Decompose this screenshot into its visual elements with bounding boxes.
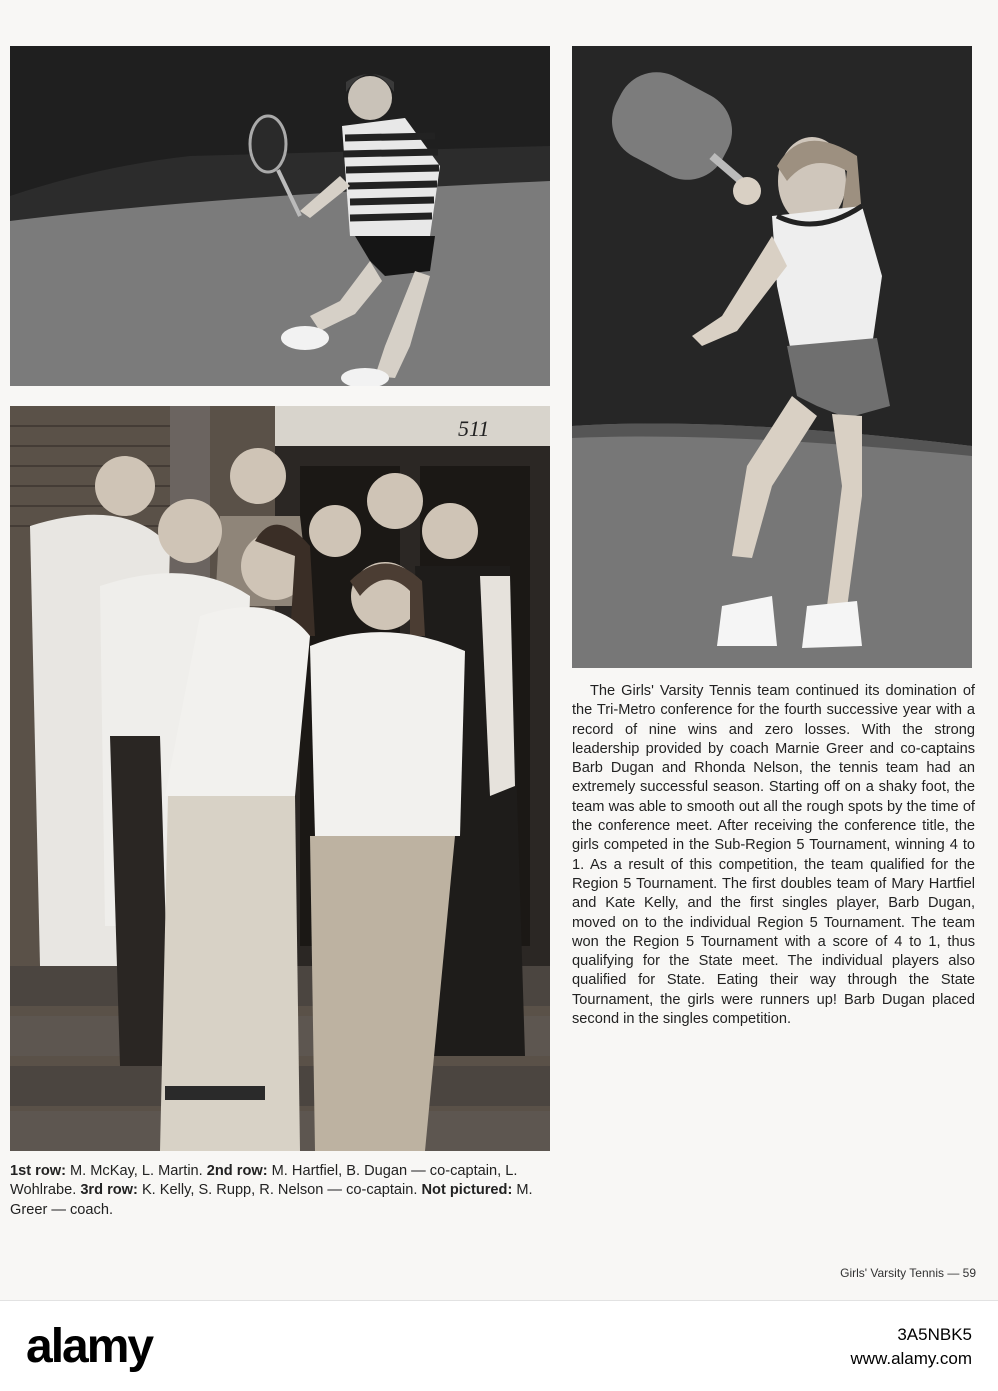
- photo-caption: [10, 1162, 555, 1220]
- watermark-url: www.alamy.com: [850, 1349, 972, 1368]
- watermark-info: [850, 1323, 972, 1371]
- watermark-logo: alamy: [26, 1320, 153, 1373]
- caption-row1-label: 1st row:: [10, 1163, 66, 1179]
- caption-row3-names: K. Kelly, S. Rupp, R. Nelson — co-captain.: [137, 1182, 422, 1199]
- photo-player-forehand: [572, 46, 972, 668]
- caption-row2-label: 2nd row:: [206, 1163, 268, 1179]
- watermark-bar: [0, 1300, 998, 1391]
- caption-row1-names: M. McKay, L. Martin.: [65, 1163, 207, 1179]
- caption-row3-label: 3rd row:: [80, 1182, 138, 1199]
- watermark-image-id: 3A5NBK5: [897, 1325, 972, 1344]
- caption-row2-names: M. Hartfiel, B. Dugan — co-captain, L. Wohlrabe.: [10, 1163, 518, 1199]
- photo-player-forehand-image: [572, 46, 972, 668]
- article-body: The Girls' Varsity Tennis team continued its domination of the Tri-Metro conference for the fourth successive year with a record of nine wins and zero losses. With the strong leadership provided by coach Marnie Greer and co-captains Barb Dugan and Rhonda Nelson, the tennis team had an extremely successful season. Starting off on a shaky foot, the team was able to smooth out all the rough spots by the time of the conference meet. After receiving the conference title, the girls competed in the Sub-Region 5 Tournament, winning 4 to 1. As a result of this competition, the team qualified for the Region 5 Tournament. The first doubles team of Mary Hartfiel and Kate Kelly, and the first singles player, Barb Dugan, moved on to the individual Region 5 Tournament. The team won the Region 5 Tournament with a score of 4 to 1, thus qualifying for the State meet. The individual players also qualified for State. Eating their way through the State Tournament, the girls were runners up! Barb Dugan placed second in the singles competition.: [572, 683, 975, 1028]
- photo-player-backhand: [10, 46, 550, 386]
- caption-not-pictured-names: M. Greer — coach.: [10, 1182, 533, 1218]
- photo-team-group-image: [10, 406, 550, 1151]
- door-number: 511: [458, 416, 490, 441]
- photo-team-group: [10, 406, 550, 1151]
- photo-player-backhand-image: [10, 46, 550, 386]
- page-folio: Girls' Varsity Tennis — 59: [840, 1266, 976, 1280]
- caption-not-pictured-label: Not pictured:: [421, 1182, 513, 1199]
